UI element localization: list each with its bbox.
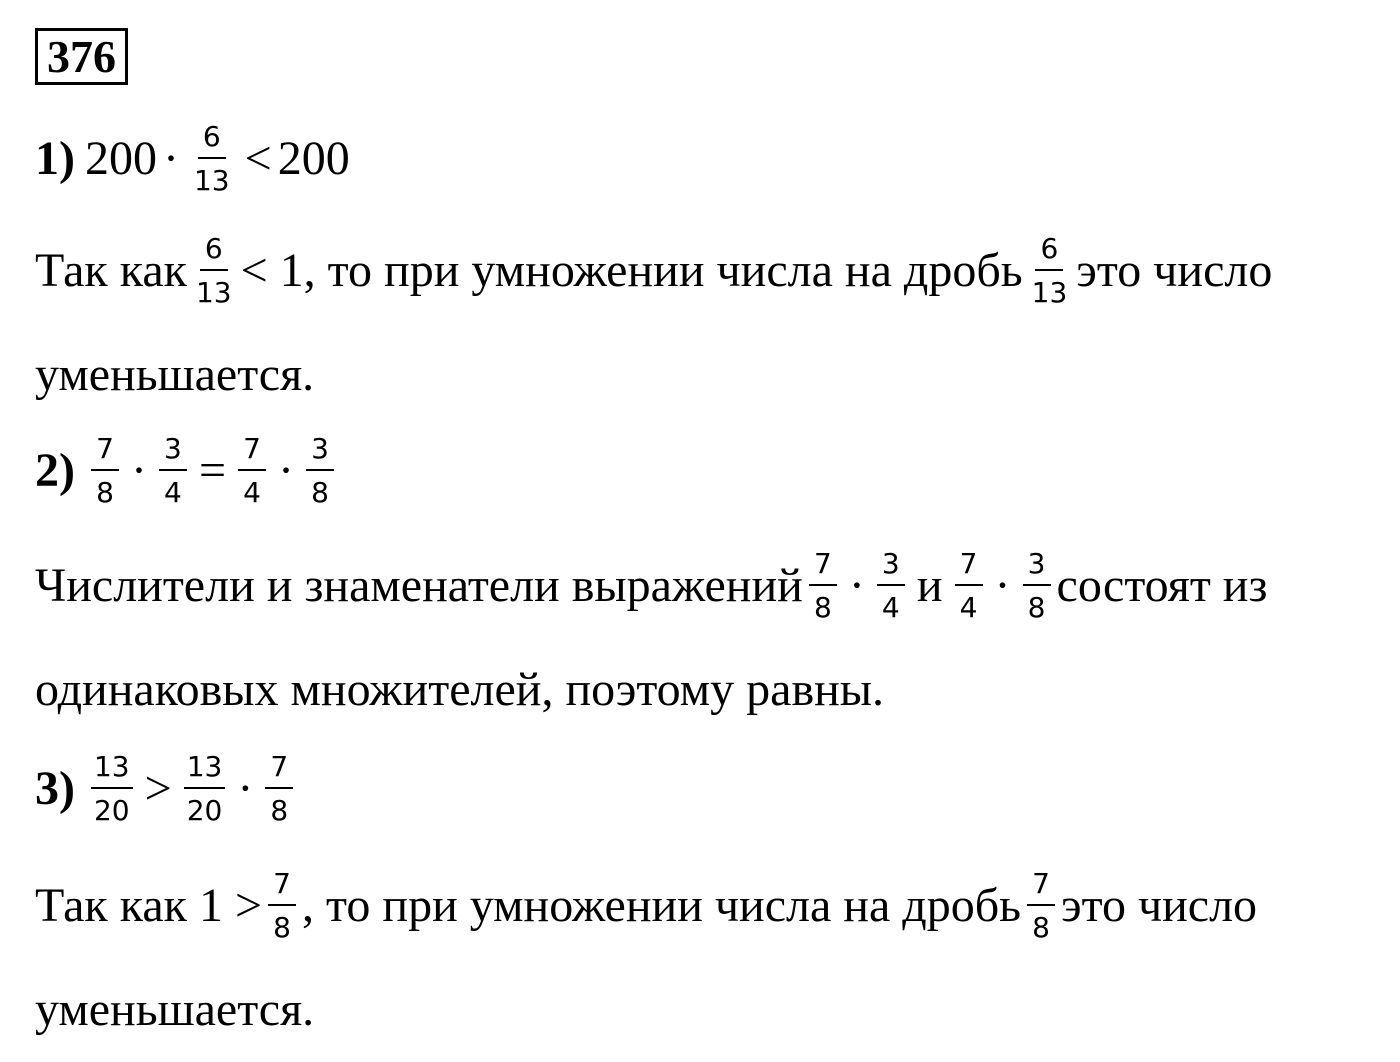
dot-operator: · [278,444,295,497]
numerator: 3 [159,435,187,471]
part1-a: 200 [84,132,157,185]
denominator: 13 [195,276,232,309]
dot-operator: · [237,762,254,815]
explain-text: , то при умножении числа на дробь [302,879,1022,932]
fraction [306,432,334,509]
greater-than-sign: > [144,762,172,815]
fraction [238,432,266,509]
problem-number-row [35,28,128,85]
part3-expression [35,748,299,830]
fraction [1027,867,1055,944]
numerator: 7 [238,435,266,471]
part3-explain-line2 [35,985,314,1035]
part3-label: 3) [35,762,75,815]
fraction [91,750,133,827]
part2-explain-line1 [35,545,1267,627]
numerator: 6 [200,235,228,271]
part2-expression [35,430,340,512]
fraction [91,432,119,509]
numerator: 7 [809,550,837,586]
part1-label: 1) [35,132,75,185]
denominator: 8 [96,476,114,509]
explain-text: Так как [35,244,187,297]
fraction [265,750,293,827]
part1-explain-line1 [35,230,1272,312]
numerator: 13 [184,753,226,789]
part1-b: 200 [277,132,350,185]
denominator: 4 [164,476,182,509]
dot-operator: · [994,559,1011,612]
denominator: 4 [881,591,900,624]
numerator: 13 [91,753,133,789]
part1-explain-line2 [35,350,314,400]
part2-label: 2) [35,444,75,497]
conjunction-text: и [916,559,943,612]
numerator: 7 [268,870,296,906]
denominator: 20 [186,794,223,827]
explain-fraction [1029,232,1071,309]
explain-text: это число [1061,879,1258,932]
denominator: 8 [813,591,832,624]
denominator: 8 [1027,591,1046,624]
fraction [268,867,296,944]
denominator: 13 [193,164,230,197]
fraction [184,750,226,827]
part3-explain-line1 [35,865,1257,947]
fraction [955,547,983,624]
explain-fraction [193,232,235,309]
part1-expression [35,118,350,200]
part2-explain-line2 [35,665,884,715]
explain-text: состоят из [1056,559,1268,612]
explain-text: Числители и знаменатели выражений [35,559,803,612]
numerator: 7 [265,753,293,789]
numerator: 7 [955,550,983,586]
problem-number: 376 [35,28,128,85]
denominator: 4 [243,476,261,509]
denominator: 4 [959,591,978,624]
part1-fraction [191,120,233,197]
numerator: 7 [1027,870,1055,906]
denominator: 8 [270,794,289,827]
denominator: 8 [273,911,291,944]
dot-operator: · [848,559,865,612]
part1-relation: < [244,132,272,185]
numerator: 7 [91,435,119,471]
fraction [809,547,837,624]
denominator: 8 [1032,911,1050,944]
explain-text: уменьшается. [35,983,315,1036]
explain-text: < 1, то при умножении числа на дробь [240,244,1023,297]
explain-text: одинаковых множителей, поэтому равны. [35,663,885,716]
denominator: 13 [1031,276,1068,309]
explain-text: уменьшается. [35,348,315,401]
numerator: 3 [306,435,334,471]
fraction [1023,547,1051,624]
denominator: 20 [93,794,130,827]
dot-operator: · [130,444,147,497]
explain-text: это число [1076,244,1273,297]
equals-sign: = [198,444,227,497]
numerator: 3 [1023,550,1051,586]
explain-text: Так как 1 > [35,879,263,932]
numerator: 3 [877,550,905,586]
part1-dot: · [162,132,179,185]
numerator: 6 [1035,235,1063,271]
numerator: 6 [198,123,226,159]
fraction [877,547,905,624]
denominator: 8 [311,476,329,509]
fraction [159,432,187,509]
